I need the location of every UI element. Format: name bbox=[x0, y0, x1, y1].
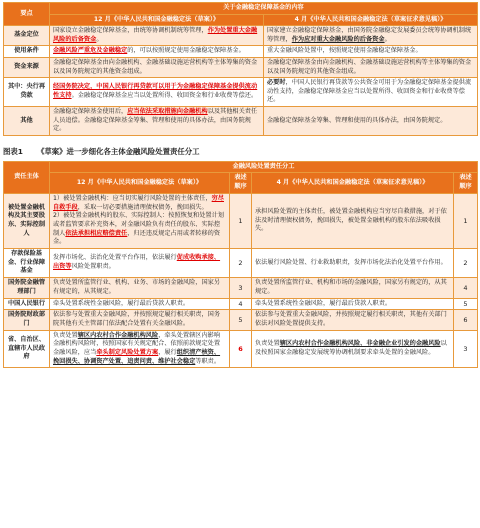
table-row bbox=[4, 46, 478, 58]
responsibility-group-header: 金融风险处置责任分工 bbox=[50, 161, 478, 173]
text-run: ，牵头处置辖区内影响金融机构风险时，按照国家有关规定配合、依照前款规定处置金融风险，应当 bbox=[53, 331, 221, 357]
apr-draft-cell bbox=[264, 46, 478, 58]
text-run: 重大金融风险处置中，按照规定使用金融稳定保障基金。 bbox=[267, 47, 422, 55]
highlighted-text: 金融风险严重危及金融稳定 bbox=[53, 47, 128, 55]
highlighted-text: 牵头制定风险处置方案 bbox=[96, 349, 159, 357]
figure-caption-title: 《草案》进一步细化各主体金融风险处置责任分工 bbox=[36, 146, 200, 156]
dec-draft-cell bbox=[50, 330, 230, 368]
text-run: 负责处置 bbox=[53, 331, 78, 339]
table-row bbox=[4, 26, 478, 46]
dec-draft-cell bbox=[50, 249, 230, 278]
apr-seq-cell: 5 bbox=[454, 298, 478, 310]
apr-draft-cell bbox=[252, 298, 454, 310]
text-run: 金融稳定保障基金筹集、管理和使用的具体办法，由国务院规定。 bbox=[267, 116, 447, 124]
highlighted-text: 应当依法采取措施向金融机构 bbox=[127, 107, 208, 115]
text-run: 承担风险处置的主体责任，被处置金融机构应当穷尽自救措施，对于依法及时清理债权债务，挽回损失，被处置金融机构的股东依法吸收损失。 bbox=[255, 207, 447, 233]
apr-seq-cell: 2 bbox=[454, 249, 478, 278]
row-label: 省、自治区、直辖市人民政府 bbox=[4, 330, 50, 368]
row-label: 资金来源 bbox=[4, 57, 50, 77]
apr-draft-cell bbox=[252, 193, 454, 248]
apr-draft-cell bbox=[264, 57, 478, 77]
apr-seq-cell: 4 bbox=[454, 278, 478, 298]
apr-draft-cell bbox=[252, 249, 454, 278]
row-label: 被处置金融机构及其主要股东、实际控制人 bbox=[4, 193, 50, 248]
text-run: 牵头处置系统性金融风险，履行最后贷款人职责。 bbox=[53, 299, 190, 307]
text-run: 国家设立金融稳定保障基金，由统筹协调机制统筹管理， bbox=[53, 27, 208, 35]
apr-draft-cell bbox=[252, 310, 454, 330]
highlighted-text: 作为应对重大金融风险的后备资金 bbox=[291, 35, 385, 43]
apr-seq-cell: 3 bbox=[454, 330, 478, 368]
text-run: 负责处置所监管行业、机构、业务、市场的金融风险，国家另有规定的，从其规定。 bbox=[53, 279, 221, 295]
text-run: 风险处置职责。 bbox=[71, 263, 115, 271]
apr-draft-cell bbox=[252, 330, 454, 368]
apr-draft-cell bbox=[264, 106, 478, 135]
table-row bbox=[4, 330, 478, 368]
stability-fund-table bbox=[3, 2, 478, 136]
row-label: 存款保险基金、行业保障基金 bbox=[4, 249, 50, 278]
dec-seq-cell: 2 bbox=[230, 249, 252, 278]
text-run: 发挥市场化、法治化处置平台作用，依法履行 bbox=[53, 254, 177, 262]
apr-draft-cell bbox=[264, 78, 478, 107]
text-run: 的，可以按照规定使用金融稳定保障基金。 bbox=[127, 47, 245, 55]
text-run: 金融稳定保障基金使用后， bbox=[53, 107, 128, 115]
text-run: 1）被处置金融机构：应当切实履行风险处置的主体责任， bbox=[53, 194, 212, 202]
table-row bbox=[4, 78, 478, 107]
figure-caption bbox=[3, 146, 477, 157]
text-run: ，采取一切必要措施清理债权债务，挽回损失。 bbox=[77, 203, 208, 211]
highlighted-text: 依法承担相应赔偿责任 bbox=[65, 229, 128, 237]
highlighted-text: 辖区内农村合作金融机构风险、非金融企业引发的金融风险 bbox=[279, 340, 441, 348]
row-label: 中国人民银行 bbox=[4, 298, 50, 310]
figure-caption-label: 图表1 bbox=[3, 146, 23, 156]
stability-fund-table-body bbox=[4, 26, 478, 136]
subject-header: 责任主体 bbox=[4, 161, 50, 193]
table-row bbox=[4, 310, 478, 330]
apr-draft-cell bbox=[252, 278, 454, 298]
text-run: 依法履行风险处置、行业救助职责，发挥市场化法治化处置平台作用。 bbox=[255, 258, 447, 266]
text-run: 牵头处置系统性金融风险，履行最后贷款人职责。 bbox=[255, 299, 392, 307]
text-run: 国家建立金融稳定保障基金，由国务院金融稳定发展委员会统筹协调机制统筹管理， bbox=[267, 27, 472, 43]
key-points-header: 要点 bbox=[4, 3, 50, 26]
text-run: ，中国人民银行再贷款等公共资金可用于为金融稳定保障基金提供流动性支持，金融稳定保障基金应当以处置所得、收回资金和行业收费等偿还。 bbox=[267, 79, 472, 104]
apr-seq-cell: 6 bbox=[454, 310, 478, 330]
dec-draft-cell bbox=[50, 298, 230, 310]
dec-seq-header: 表述顺序 bbox=[230, 173, 252, 193]
dec-draft-cell bbox=[50, 57, 264, 77]
highlighted-text: 促成收购承接、出资等 bbox=[53, 254, 221, 271]
dec-draft-cell bbox=[50, 78, 264, 107]
text-run: 以及按照国家金融稳定发展统筹协调机制要求牵头处置的金融风险。 bbox=[255, 340, 447, 357]
risk-responsibility-table-body bbox=[4, 193, 478, 368]
dec-draft-cell bbox=[50, 26, 264, 46]
dec-draft-cell bbox=[50, 106, 264, 135]
dec-draft-header: 12 月《中华人民共和国金融稳定法（草案）》 bbox=[50, 14, 264, 26]
text-run: ，归还违反规定占用或者转移的资金。 bbox=[53, 229, 221, 246]
text-run: ，履行 bbox=[158, 349, 177, 357]
dec-draft-cell bbox=[50, 310, 230, 330]
row-label: 其中：央行再贷款 bbox=[4, 78, 50, 107]
text-run: 负责处置所监管行业、机构和市场的金融风险，国家另有规定的，从其规定。 bbox=[255, 279, 447, 295]
fund-group-header: 关于金融稳定保障基金的内容 bbox=[50, 3, 478, 15]
text-run: 。金融稳定保障基金应当以处置所得、收回资金和行业收费等偿还。 bbox=[71, 92, 258, 100]
dec-seq-cell: 1 bbox=[230, 193, 252, 248]
text-run: 2）被处置金融机构的股东、实际控制人：按照恢复和处置计划或者监管要求补充资本，对金融风险负有责任的股东、实际控制人 bbox=[53, 212, 224, 237]
highlighted-text: 必要时 bbox=[267, 79, 286, 87]
highlighted-text: 辖区内农村合作金融机构风险 bbox=[77, 331, 159, 339]
dec-draft-header-2: 12 月《中华人民共和国金融稳定法（草案）》 bbox=[50, 173, 230, 193]
apr-draft-cell bbox=[264, 26, 478, 46]
dec-seq-cell: 4 bbox=[230, 298, 252, 310]
text-run: 以及其他相关责任人员追偿。金融稳定保障基金筹集、管理和使用的具体办法，由国务院规定。 bbox=[53, 107, 258, 133]
table-row bbox=[4, 278, 478, 298]
dec-seq-cell: 5 bbox=[230, 310, 252, 330]
risk-responsibility-table bbox=[3, 161, 478, 369]
text-run: 。 bbox=[384, 35, 391, 43]
dec-draft-cell bbox=[50, 193, 230, 248]
row-label: 国务院财政部门 bbox=[4, 310, 50, 330]
highlighted-text: 作为处置重大金融风险的后备资金 bbox=[53, 27, 258, 43]
text-run: 。 bbox=[96, 35, 103, 43]
row-label: 基金定位 bbox=[4, 26, 50, 46]
row-label: 使用条件 bbox=[4, 46, 50, 58]
highlighted-text: 经国务院决定，中国人民银行再贷款可以用于为金融稳定保障基金提供流动性支持 bbox=[53, 83, 258, 100]
apr-seq-cell: 1 bbox=[454, 193, 478, 248]
table-row bbox=[4, 193, 478, 248]
text-run: 依法参与处置重大金融风险，并按照规定履行相关职责，国务院其他有关主管部门依法配合处置有关金融风险。 bbox=[53, 311, 221, 327]
text-run: 金融稳定保障基金由向金融机构、金融基础设施运营机构等主体筹集的资金以及国务院规定的其他资金组成。 bbox=[53, 58, 258, 75]
highlighted-text: 穷尽自救手段 bbox=[53, 194, 224, 211]
table-row bbox=[4, 249, 478, 278]
row-label: 国务院金融管理部门 bbox=[4, 278, 50, 298]
text-run: 依法参与处置重大金融风险，并按照规定履行相关职责，其他有关部门依法对风险处置提供支持。 bbox=[255, 311, 447, 327]
dec-draft-cell bbox=[50, 278, 230, 298]
table-row bbox=[4, 106, 478, 135]
text-run: 金融稳定保障基金由向金融机构、金融基础设施运营机构等主体筹集的资金以及国务院规定的其他资金组成。 bbox=[267, 58, 472, 75]
text-run: 负责处置 bbox=[255, 340, 280, 348]
apr-seq-header: 表述顺序 bbox=[454, 173, 478, 193]
text-run: 等职责。 bbox=[195, 357, 221, 365]
table-row bbox=[4, 57, 478, 77]
highlighted-text: 组织清产核资、挽回损失、协调资产处置、追责问责、维护社会稳定 bbox=[53, 349, 221, 365]
dec-draft-cell bbox=[50, 46, 264, 58]
apr-draft-header-2: 4 月《中华人民共和国金融稳定法（草案征求意见稿）》 bbox=[252, 173, 454, 193]
dec-seq-cell: 6 bbox=[230, 330, 252, 368]
row-label: 其他 bbox=[4, 106, 50, 135]
table-row bbox=[4, 298, 478, 310]
apr-draft-header: 4 月《中华人民共和国金融稳定法（草案征求意见稿）》 bbox=[264, 14, 478, 26]
dec-seq-cell: 3 bbox=[230, 278, 252, 298]
